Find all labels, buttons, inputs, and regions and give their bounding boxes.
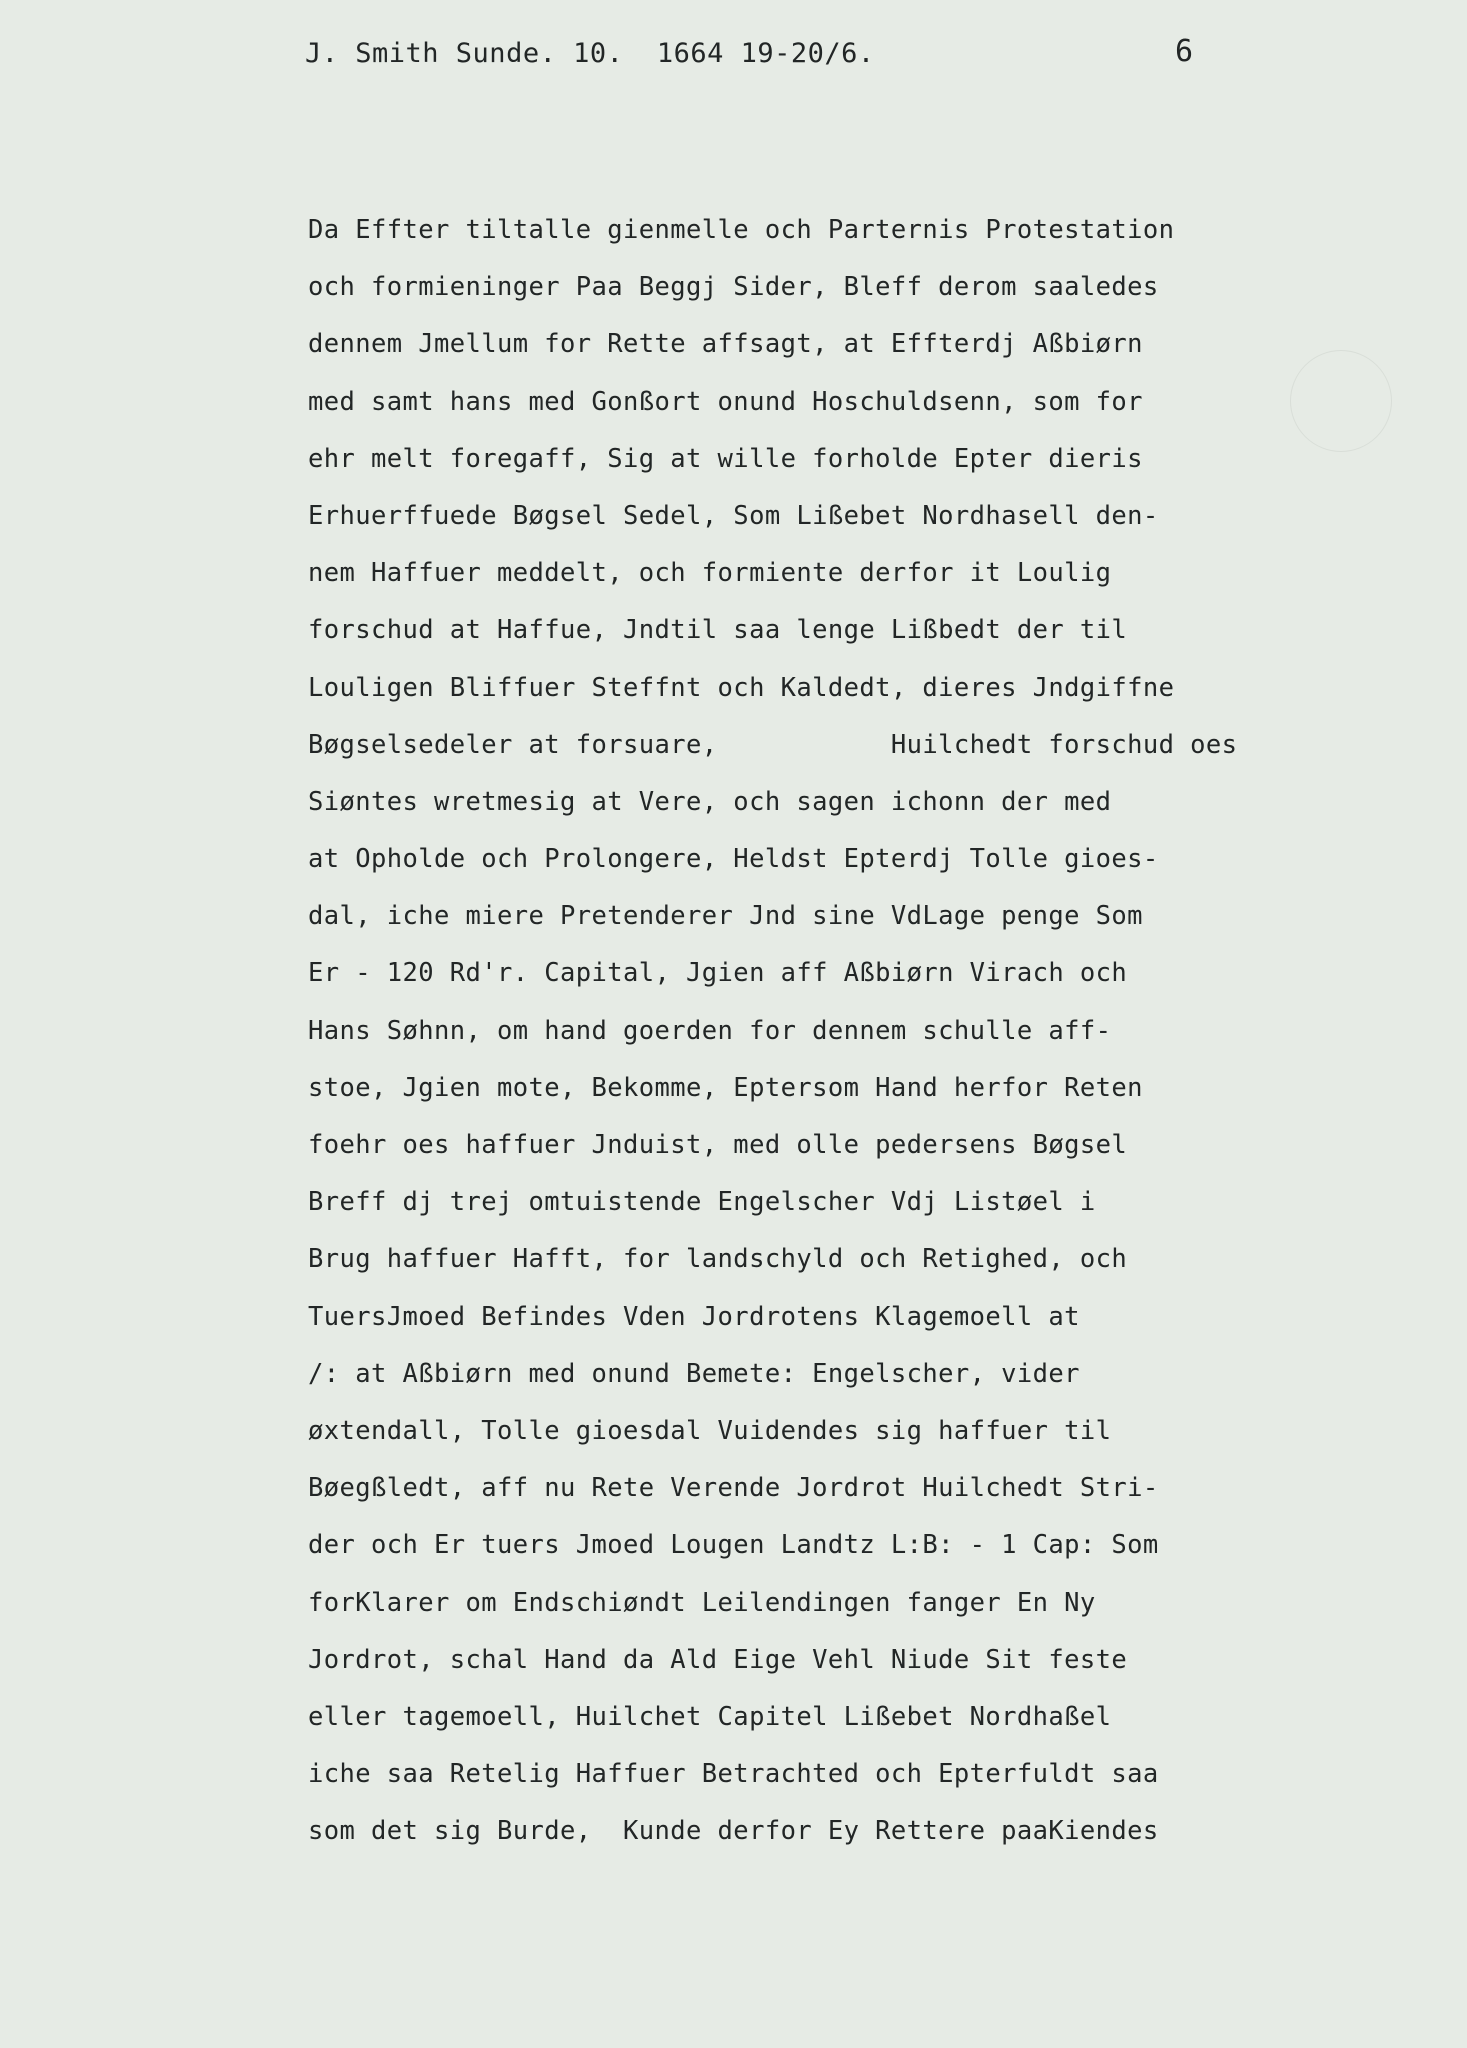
text-line: Bøgselsedeler at forsuare, Huilchedt forschud oes (308, 729, 1238, 760)
text-line: med samt hans med Gonßort onund Hoschuldsenn, som for (308, 386, 1143, 417)
transcription-body (308, 202, 1418, 1860)
page-number: 6 (1175, 34, 1194, 69)
text-line: øxtendall, Tolle gioesdal Vuidendes sig haffuer til (308, 1415, 1112, 1446)
text-line: dal, iche miere Pretenderer Jnd sine VdLage penge Som (308, 901, 1143, 932)
text-line: Da Effter tiltalle gienmelle och Parternis Protestation (308, 215, 1175, 245)
text-line: der och Er tuers Jmoed Lougen Landtz L:B: - 1 Cap: Som (308, 1530, 1159, 1561)
text-line: iche saa Retelig Haffuer Betrachted och Epterfuldt saa (308, 1759, 1159, 1790)
text-line: Bøegßledt, aff nu Rete Verende Jordrot Huilchedt Stri- (308, 1473, 1159, 1504)
text-line: at Opholde och Prolongere, Heldst Epterdj Tolle gioes- (308, 844, 1159, 875)
text-line: forschud at Haffue, Jndtil saa lenge Lißbedt der til (308, 615, 1128, 646)
text-line: Siøntes wretmesig at Vere, och sagen ichonn der med (308, 786, 1112, 817)
text-line: nem Haffuer meddelt, och formiente derfor it Loulig (308, 558, 1112, 589)
text-line: Louligen Bliffuer Steffnt och Kaldedt, dieres Jndgiffne (308, 672, 1175, 703)
text-line: eller tagemoell, Huilchet Capitel Lißebet Nordhaßel (308, 1701, 1112, 1732)
text-line: Hans Søhnn, om hand goerden for dennem schulle aff- (308, 1015, 1112, 1046)
text-line: Er - 120 Rd'r. Capital, Jgien aff Aßbiørn Virach och (308, 958, 1128, 989)
text-line: Breff dj trej omtuistende Engelscher Vdj Listøel i (308, 1187, 1096, 1218)
text-line: Brug haffuer Hafft, for landschyld och Retighed, och (308, 1244, 1128, 1275)
text-line: /: at Aßbiørn med onund Bemete: Engelscher, vider (308, 1358, 1080, 1389)
text-line: stoe, Jgien mote, Bekomme, Eptersom Hand herfor Reten (308, 1072, 1143, 1103)
text-line: dennem Jmellum for Rette affsagt, at Effterdj Aßbiørn (308, 329, 1143, 360)
text-line: ehr melt foregaff, Sig at wille forholde Epter dieris (308, 443, 1143, 474)
text-line: foehr oes haffuer Jnduist, med olle pedersens Bøgsel (308, 1130, 1128, 1160)
text-line: som det sig Burde, Kunde derfor Ey Rettere paaKiendes (308, 1816, 1159, 1847)
text-line: och formieninger Paa Beggj Sider, Bleff derom saaledes (308, 272, 1159, 303)
text-line: Erhuerffuede Bøgsel Sedel, Som Lißebet Nordhasell den- (308, 500, 1159, 531)
text-line: TuersJmoed Befindes Vden Jordrotens Klagemoell at (308, 1301, 1080, 1332)
text-line: Jordrot, schal Hand da Ald Eige Vehl Niude Sit feste (308, 1644, 1128, 1675)
document-header: J. Smith Sunde. 10. 1664 19-20/6. (305, 38, 875, 69)
text-line: forKlarer om Endschiøndt Leilendingen fanger En Ny (308, 1587, 1096, 1618)
